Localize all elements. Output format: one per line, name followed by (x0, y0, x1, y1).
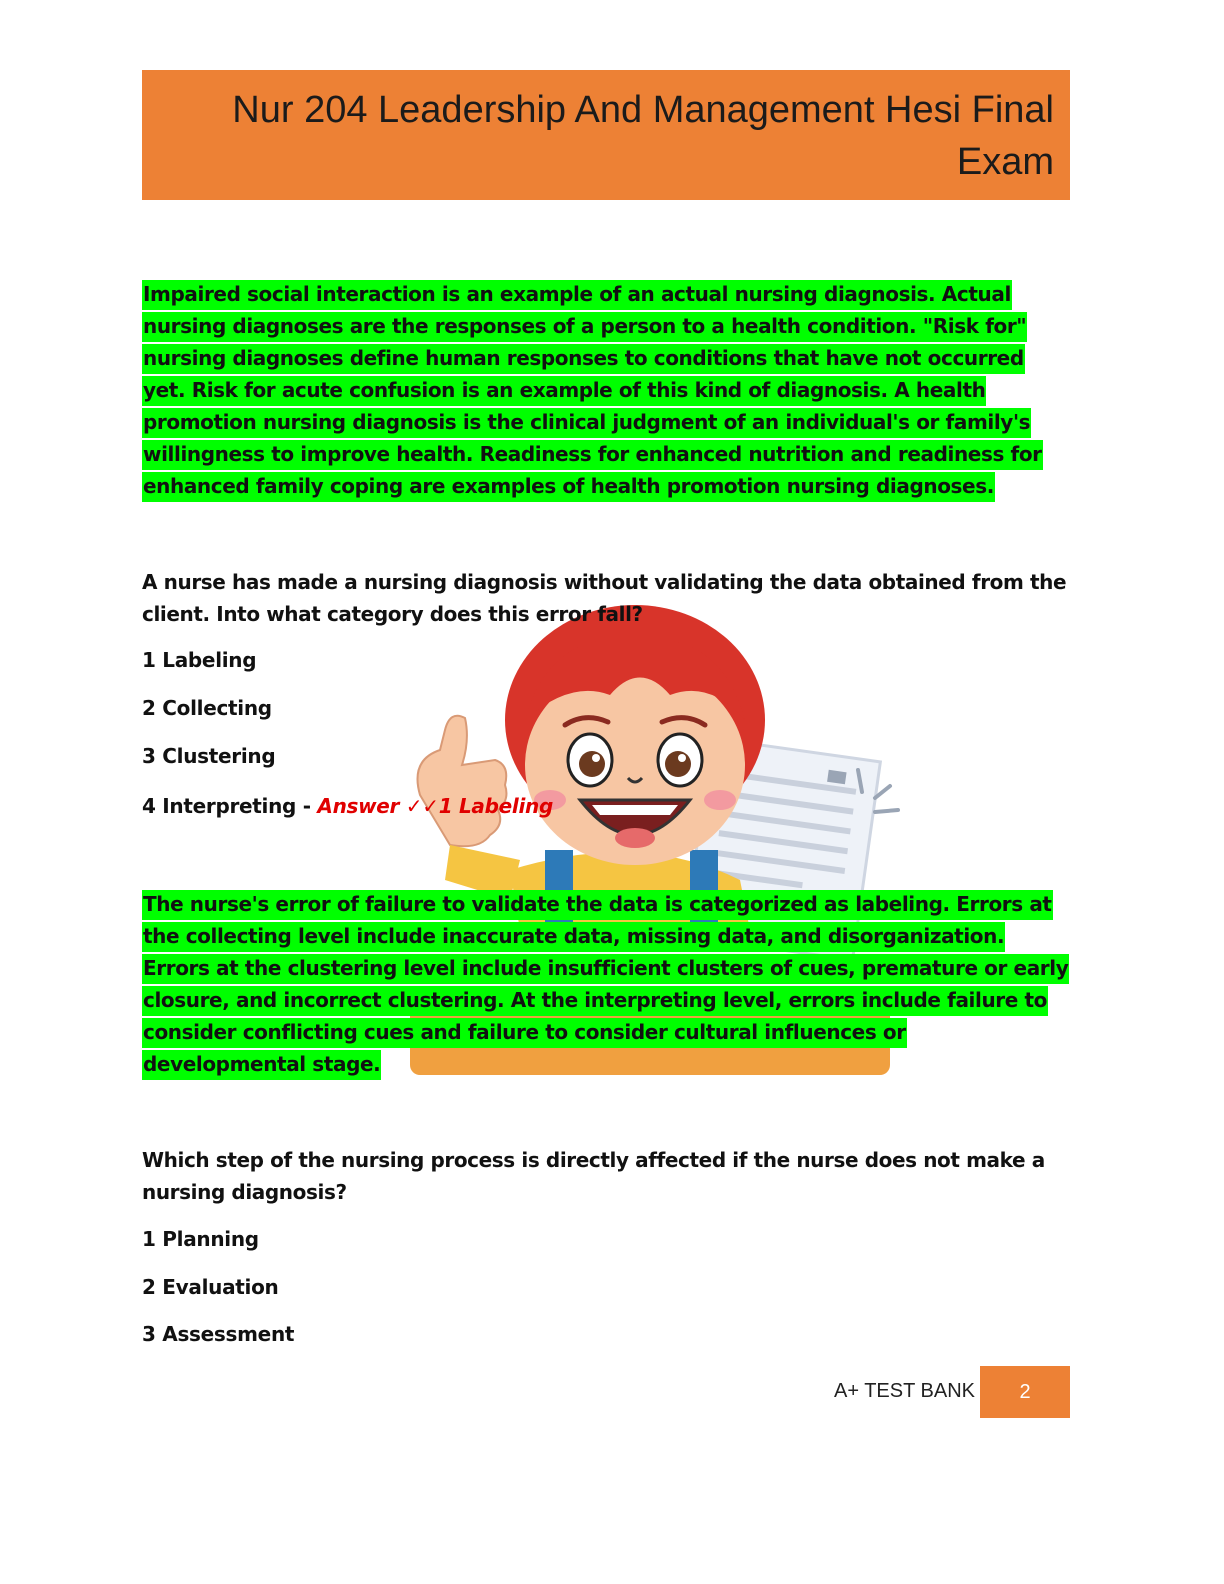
footer-label: A+ TEST BANK (834, 1380, 975, 1402)
question-2-option-1: 1 Planning (142, 1227, 259, 1251)
question-1-option-4 (142, 792, 553, 820)
question-1-option-2: 2 Collecting (142, 696, 272, 720)
question-2-option-3: 3 Assessment (142, 1322, 295, 1346)
question-1-option-4-label: 4 Interpreting - (142, 794, 318, 818)
page-number: 2 (980, 1366, 1070, 1418)
rationale-2-text: The nurse's error of failure to validate the data is categorized as labeling. Errors at the collecting level include inaccurate data, missing data, and disorganization. Errors at the clustering level include insufficient clusters of cues, premature or early closure, and incorrect clustering. At the interpreting level, errors include failure to consider conflicting cues and failure to consider cultural influences or developmental stage. (142, 890, 1069, 1080)
question-2-stem: Which step of the nursing process is directly affected if the nurse does not make a nursing diagnosis? (142, 1148, 1045, 1204)
rationale-1-text: Impaired social interaction is an example of an actual nursing diagnosis. Actual nursing diagnoses are the responses of a person to a health condition. "Risk for" nursing diagnoses define human responses to conditions that have not occurred yet. Risk for acute confusion is an example of this kind of diagnosis. A health promotion nursing diagnosis is the clinical judgment of an individual's or family's willingness to improve health. Readiness for enhanced nutrition and readiness for enhanced family coping are examples of health promotion nursing diagnoses. (142, 280, 1043, 502)
page-title-line-2: Exam (956, 141, 1054, 183)
question-1-stem: A nurse has made a nursing diagnosis without validating the data obtained from the client. Into what category does this error fall? (142, 570, 1067, 626)
question-1-option-3: 3 Clustering (142, 744, 276, 768)
question-2-option-2: 2 Evaluation (142, 1275, 279, 1299)
page-title-line-1: Nur 204 Leadership And Management Hesi Final (232, 89, 1054, 131)
title-band (142, 70, 1070, 200)
rationale-paragraph-1 (142, 278, 1070, 502)
question-1-option-1: 1 Labeling (142, 648, 257, 672)
rationale-paragraph-2 (142, 888, 1070, 1080)
question-1-answer: Answer ✓✓1 Labeling (317, 794, 553, 818)
